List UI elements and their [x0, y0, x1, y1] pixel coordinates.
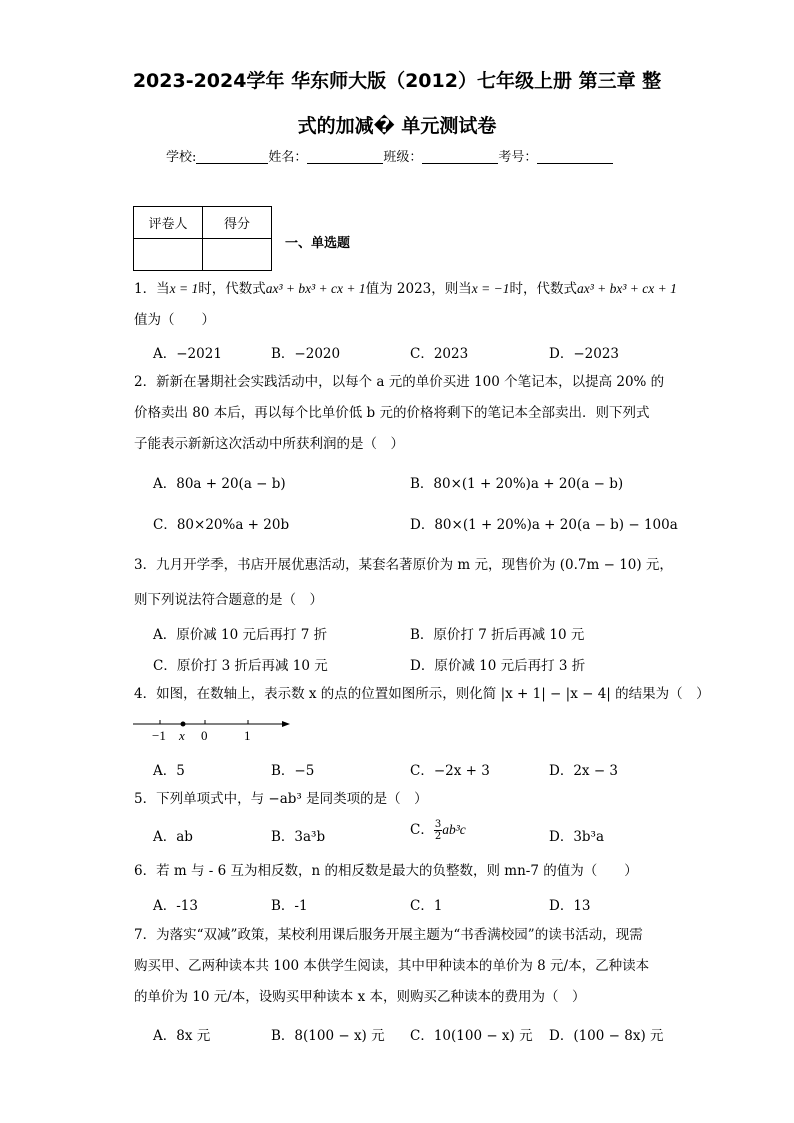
q6-option-c[interactable]: C．1 [410, 898, 443, 914]
label-neg1: −1 [152, 728, 166, 743]
q3-option-a[interactable]: A．原价减 10 元后再打 7 折 [153, 627, 328, 643]
reviewer-header: 评卷人 [134, 207, 203, 239]
q1-option-a[interactable]: A．−2021 [153, 346, 222, 362]
q4-option-c[interactable]: C．−2x + 3 [410, 763, 490, 779]
exam-no-field[interactable] [537, 149, 613, 164]
score-table [133, 206, 272, 271]
question-3-line-1: 3．九月开学季，书店开展优惠活动，某套名著原价为 m 元，现售价为 (0.7m − 10) 元， [134, 557, 673, 573]
q1-text-a: 1．当 [134, 281, 170, 297]
q5-option-c-label: C． [410, 822, 434, 838]
question-4-line-1: 4．如图，在数轴上，表示数 x 的点的位置如图所示，则化简 |x + 1| − |x − 4| 的结果为（ ） [134, 686, 710, 702]
question-3-line-2: 则下列说法符合题意的是（ ） [134, 592, 323, 608]
student-info-row [166, 146, 613, 165]
q5-option-c[interactable] [410, 818, 466, 842]
q1-text-d: 时，代数式 [509, 281, 577, 297]
q1-option-c[interactable]: C．2023 [410, 346, 469, 362]
point-x [181, 722, 186, 727]
school-label: 学校: [166, 150, 197, 165]
number-line [130, 712, 295, 744]
q4-option-b[interactable]: B．−5 [271, 763, 315, 779]
class-label: 班级： [383, 150, 423, 165]
page-title-line-2: 式的加减� 单元测试卷 [297, 115, 497, 137]
school-field[interactable] [196, 149, 268, 164]
label-x: x [179, 728, 185, 743]
fraction-numerator: 3 [434, 819, 442, 830]
question-1-line-1 [134, 280, 677, 298]
q5-option-c-tail: ab³c [442, 822, 466, 837]
q3-option-c[interactable]: C．原价打 3 折后再减 10 元 [153, 658, 328, 674]
q5-option-c-fraction [434, 819, 442, 842]
exam-no-label: 考号： [498, 150, 538, 165]
fraction-denominator: 2 [434, 831, 442, 842]
q1-text-b: 时，代数式 [198, 281, 266, 297]
q7-option-a[interactable]: A．8x 元 [153, 1028, 211, 1044]
section-title: 一、单选题 [285, 236, 351, 251]
q2-option-b[interactable]: B．80×(1 + 20%)a + 20(a − b) [410, 476, 624, 492]
class-field[interactable] [422, 149, 498, 164]
question-5-line-1: 5．下列单项式中，与 −ab³ 是同类项的是（ ） [134, 791, 428, 807]
label-0: 0 [201, 728, 208, 743]
q4-option-d[interactable]: D．2x − 3 [549, 763, 619, 779]
label-1: 1 [244, 728, 251, 743]
q1-expr-2: ax³ + bx³ + cx + 1 [576, 281, 677, 296]
question-2-line-2: 价格卖出 80 本后，再以每个比单价低 b 元的价格将剩下的笔记本全部卖出．则下列式 [134, 405, 650, 421]
q1-option-d[interactable]: D．−2023 [549, 346, 619, 362]
question-2-line-3: 子能表示新新这次活动中所获利润的是（ ） [134, 436, 404, 452]
question-7-line-1: 7．为落实“双减”政策，某校利用课后服务开展主题为“书香满校园”的读书活动，现需 [134, 927, 643, 943]
q1-cond-2: x = −1 [471, 281, 510, 296]
page-title-line-1: 2023-2024学年 华东师大版（2012）七年级上册 第三章 整 [132, 70, 662, 92]
q7-option-b[interactable]: B．8(100 − x) 元 [271, 1028, 385, 1044]
q4-option-a[interactable]: A．5 [153, 763, 185, 779]
q3-option-b[interactable]: B．原价打 7 折后再减 10 元 [410, 627, 585, 643]
q1-text-c: 值为 2023，则当 [365, 281, 472, 297]
q1-cond-1: x = 1 [169, 281, 199, 296]
q2-option-d[interactable]: D．80×(1 + 20%)a + 20(a − b) − 100a [410, 517, 678, 533]
q7-option-c[interactable]: C．10(100 − x) 元 [410, 1028, 533, 1044]
question-7-line-2: 购买甲、乙两种读本共 100 本供学生阅读，其中甲种读本的单价为 8 元/本，乙种读本 [134, 958, 650, 974]
q3-option-d[interactable]: D．原价减 10 元后再打 3 折 [410, 658, 586, 674]
number-line-arrow-icon [282, 721, 290, 727]
name-label: 姓名： [268, 150, 308, 165]
question-1-line-2: 值为（ ） [134, 312, 215, 328]
q5-option-b[interactable]: B．3a³b [271, 829, 326, 845]
q5-option-d[interactable]: D．3b³a [549, 829, 605, 845]
q2-option-c[interactable]: C．80×20%a + 20b [153, 517, 290, 533]
q2-option-a[interactable]: A．80a + 20(a − b) [153, 476, 286, 492]
q1-option-b[interactable]: B．−2020 [271, 346, 341, 362]
score-cell[interactable] [203, 239, 272, 271]
q6-option-d[interactable]: D．13 [549, 898, 591, 914]
question-2-line-1: 2．新新在暑期社会实践活动中，以每个 a 元的单价买进 100 个笔记本，以提高 20% 的 [134, 374, 665, 390]
q1-expr-1: ax³ + bx³ + cx + 1 [265, 281, 366, 296]
reviewer-cell[interactable] [134, 239, 203, 271]
question-6-line-1: 6．若 m 与 - 6 互为相反数，n 的相反数是最大的负整数，则 mn-7 的值为（ ） [134, 863, 638, 879]
q5-option-a[interactable]: A．ab [153, 829, 193, 845]
q7-option-d[interactable]: D．(100 − 8x) 元 [549, 1028, 664, 1044]
q6-option-b[interactable]: B．-1 [271, 898, 308, 914]
question-7-line-3: 的单价为 10 元/本，设购买甲种读本 x 本，则购买乙种读本的费用为（ ） [134, 989, 586, 1005]
name-field[interactable] [307, 149, 383, 164]
score-header: 得分 [203, 207, 272, 239]
q6-option-a[interactable]: A．-13 [153, 898, 198, 914]
